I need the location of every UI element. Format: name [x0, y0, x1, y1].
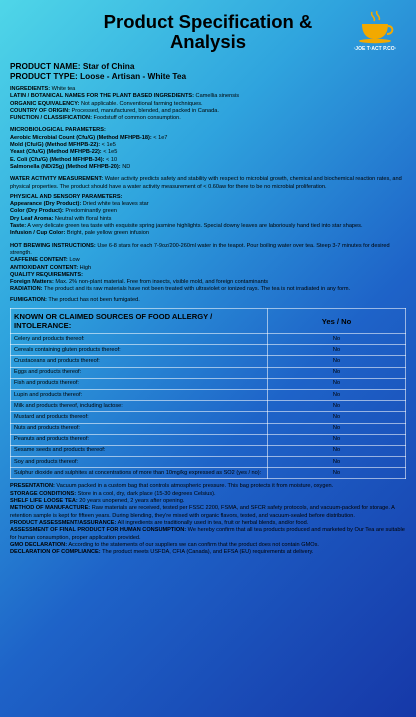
table-row — [11, 378, 406, 389]
microbiological-section — [10, 127, 406, 171]
brewing-section — [10, 243, 406, 304]
spec-line: CAFFEINE CONTENT: Low — [10, 257, 80, 264]
allergen-name: Milk and products thereof, including lactose: — [11, 401, 268, 412]
spec-line: ANTIOXIDANT CONTENT: High — [10, 264, 92, 271]
header — [10, 0, 406, 56]
spec-line: DECLARATION OF COMPLIANCE: The product meets USFDA, CFIA (Canada), and EFSA (EU) requirements at delivery. — [10, 549, 314, 556]
spec-line: METHOD OF MANUFACTURE: Raw materials are received, tested per FSSC 2200, FSMA, and SFCR safety protocols, and vacuum-packed for storage. A retention sample is kept for fifteen years. During blending, they're mixed with organic flavors, tested, and vacuum-sealed before distribution. — [10, 505, 395, 519]
allergen-name: Cereals containing gluten products thereof: — [11, 345, 268, 356]
spec-line: Taste: A very delicate green tea taste with exquisite spring jasmine highlights. Special downy leaves are laboriously hand tied into star shapes. — [10, 223, 363, 230]
allergen-value: No — [268, 423, 406, 434]
allergen-value: No — [268, 389, 406, 400]
allergen-value: No — [268, 356, 406, 367]
allergy-header-label: KNOWN OR CLAIMED SOURCES OF FOOD ALLERGY / INTOLERANCE: — [11, 309, 268, 334]
physical-section — [10, 194, 406, 238]
allergen-name: Sesame seeds and products thereof: — [11, 445, 268, 456]
allergen-value: No — [268, 334, 406, 345]
title-line-2: Analysis — [169, 31, 247, 52]
spec-line: SHELF LIFE LOOSE TEA: 20 years unopened, 2 years after opening. — [10, 498, 185, 505]
spec-line: COUNTRY OF ORIGIN: Processed, manufactured, blended, and packed in Canada. — [10, 107, 219, 114]
table-row — [11, 412, 406, 423]
spec-line: ASSESSMENT OF FINAL PRODUCT FOR HUMAN CONSUMPTION: We hereby confirm that all tea products produced and marketed by Our Tea are suitable for human consumption, proper application provided. — [10, 527, 405, 541]
table-row — [11, 334, 406, 345]
table-row — [11, 345, 406, 356]
allergen-name: Nuts and products thereof: — [11, 423, 268, 434]
spec-line: STORAGE CONDITIONS: Store in a cool, dry, dark place (15-30 degrees Celsius). — [10, 490, 216, 497]
spec-line: Mold (Cfu/G) (Method MFHPB-22): < 1e5 — [10, 142, 116, 149]
table-row — [11, 457, 406, 468]
table-row — [11, 434, 406, 445]
spec-line: Yeast (Cfu/G) (Method MFHPB-22): < 1e5 — [10, 149, 118, 156]
spec-line: FUMIGATION: The product has not been fumigated. — [10, 296, 140, 303]
spec-line: FUNCTION / CLASSIFICATION: Foodstuff of common consumption. — [10, 115, 181, 122]
section-heading: MICROBIOLOGICAL PARAMETERS: — [10, 127, 106, 134]
allergen-name: Fish and products thereof: — [11, 378, 268, 389]
spec-line: INGREDIENTS: White tea — [10, 86, 76, 92]
table-row — [11, 401, 406, 412]
allergen-value: No — [268, 378, 406, 389]
spec-line: E. Coli (Cfu/G) (Method MFHPB-34): < 10 — [10, 156, 118, 163]
allergen-value: No — [268, 468, 406, 479]
allergen-value: No — [268, 434, 406, 445]
allergen-value: No — [268, 457, 406, 468]
allergy-table — [10, 308, 406, 479]
allergen-name: Sulphur dioxide and sulphites at concentrations of more than 10mg/kg expressed as SO2 (yes / no): — [11, 468, 268, 479]
table-row — [11, 468, 406, 479]
allergy-header-yes-no: Yes / No — [268, 309, 406, 334]
table-row — [11, 445, 406, 456]
spec-line: PRESENTATION: Vacuum packed in a custom bag that controls atmospheric pressure. This bag protects it from moisture, oxygen. — [10, 483, 334, 490]
allergen-value: No — [268, 367, 406, 378]
page-title — [70, 12, 346, 52]
allergen-name: Mustard and products thereof: — [11, 412, 268, 423]
product-heading — [10, 62, 406, 81]
spec-line: Color (Dry Product): Predominantly green — [10, 208, 117, 215]
spec-line: LATIN / BOTANICAL NAMES FOR THE PLANT BASED INGREDIENTS: Camellia sinensis — [10, 93, 240, 100]
spec-line: HOT BREWING INSTRUCTIONS: Use 6-8 stars for each 7-9oz/200-260ml water in the teapot. Pour boiling water over tea. Steep 3-7 minutes for desired strength. — [10, 242, 390, 256]
spec-line: WATER ACTIVITY MEASUREMENT: Water activity predicts safety and stability with respect to microbial growth, chemical and biochemical reaction rates, and physical properties. The product should have a water activity measurement of < 0.60aw for there to be no microbial proliferation. — [10, 176, 402, 190]
allergen-value: No — [268, 401, 406, 412]
spec-line: Appearance (Dry Product): Dried white tea leaves star — [10, 201, 149, 208]
allergen-name: Soy and products thereof: — [11, 457, 268, 468]
allergen-value: No — [268, 412, 406, 423]
spec-line: Foreign Matters: Max. 2% non-plant material. Free from insects, visible mold, and foreign contaminants — [10, 279, 269, 286]
allergy-table-header — [11, 309, 406, 334]
product-name: PRODUCT NAME: Star of China — [10, 61, 135, 71]
spec-line: Infusion / Cup Color: Bright, pale yellow green infusion — [10, 230, 149, 237]
allergen-name: Lupin and products thereof: — [11, 389, 268, 400]
spec-line: GMO DECLARATION: According to the statements of our suppliers we can confirm that the product does not contain GMOs. — [10, 541, 319, 548]
spec-line: Dry Leaf Aroma: Neutral with floral hints — [10, 215, 112, 222]
spec-line: Salmonella (ND/25g) (Method MFHPB-20): ND — [10, 163, 131, 170]
table-row — [11, 389, 406, 400]
section-heading: QUALITY REQUIREMENTS: — [10, 271, 83, 278]
water-activity-section — [10, 176, 406, 191]
spec-line: Aerobic Microbial Count (Cfu/G) (Method MFHPB-18): < 1e7 — [10, 134, 168, 141]
section-heading: PHYSICAL AND SENSORY PARAMETERS: — [10, 193, 123, 200]
allergen-name: Celery and products thereof: — [11, 334, 268, 345]
spec-line: RADIATION: The product and its raw materials have not been treated with ultraviolet or ionized rays. The tea is not irradiated in any form. — [10, 286, 351, 293]
spec-line: ORGANIC EQUIVALENCY: Not applicable. Conventional farming techniques. — [10, 100, 203, 107]
allergen-name: Eggs and products thereof: — [11, 367, 268, 378]
footer-section — [10, 483, 406, 556]
table-row — [11, 423, 406, 434]
table-row — [11, 367, 406, 378]
tea-cup-logo-icon — [350, 6, 400, 56]
product-type: PRODUCT TYPE: Loose - Artisan - White Tea — [10, 70, 187, 81]
title-line-1: Product Specification & — [103, 11, 313, 32]
allergen-name: Crustaceans and products thereof: — [11, 356, 268, 367]
table-row — [11, 356, 406, 367]
allergen-value: No — [268, 345, 406, 356]
logo-text: ·JOE T·ACT P.CO· — [353, 46, 397, 52]
allergen-name: Peanuts and products thereof: — [11, 434, 268, 445]
spec-line: PRODUCT ASSESSMENT/ASSURANCE: All ingredients are traditionally used in tea, fruit or herbal blends, and/or food. — [10, 519, 309, 526]
ingredients-section — [10, 86, 406, 122]
allergen-value: No — [268, 445, 406, 456]
